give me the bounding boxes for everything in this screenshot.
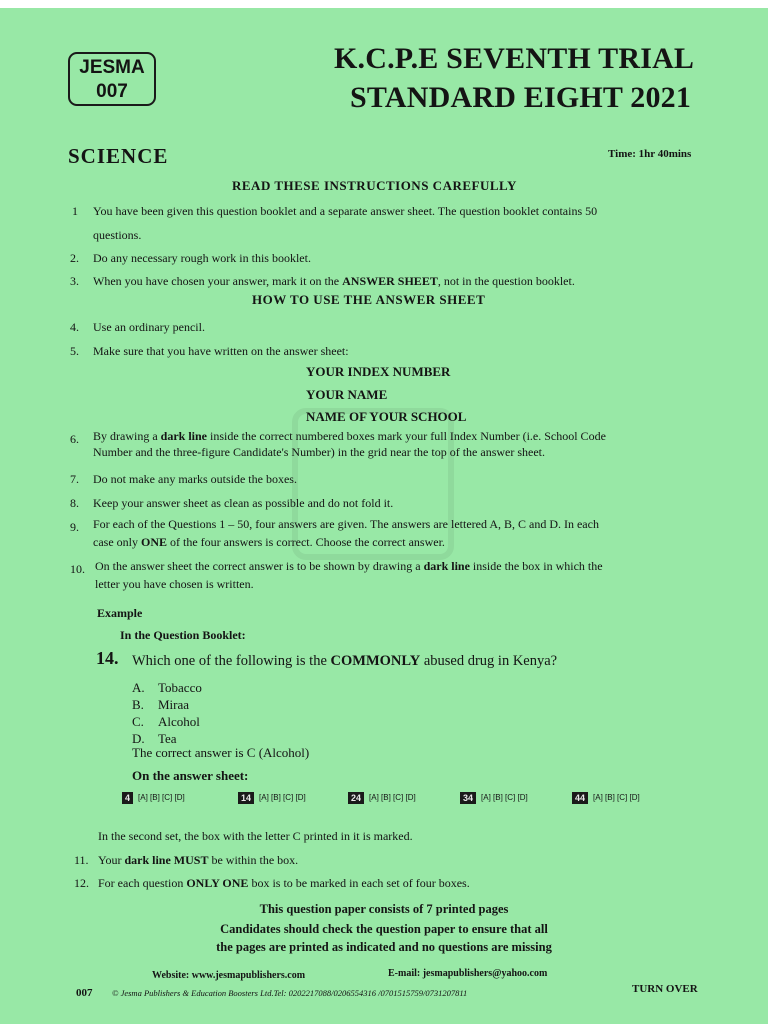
example-label: Example <box>97 606 143 620</box>
field-name: YOUR NAME <box>306 387 388 402</box>
badge-line1: JESMA <box>79 57 145 78</box>
answer-set-14: 14 [A] [B] [C] [D] <box>238 792 306 804</box>
item-1-line2: questions. <box>93 228 142 242</box>
item-6-number: 6. <box>70 432 79 446</box>
field-school: NAME OF YOUR SCHOOL <box>306 409 467 424</box>
item-12-number: 12. <box>74 876 89 890</box>
footer-publisher: © Jesma Publishers & Education Boosters Ltd.Tel: 0202217088/0206554316 /0701515759/0731207811 <box>112 988 468 998</box>
item-4-text: Use an ordinary pencil. <box>93 320 205 334</box>
item-6-line1: By drawing a dark line inside the correct numbered boxes mark your full Index Number (i.e. School Code <box>93 429 606 443</box>
correct-answer-note: The correct answer is C (Alcohol) <box>132 745 310 760</box>
item-5-text: Make sure that you have written on the answer sheet: <box>93 344 349 358</box>
instructions-heading: READ THESE INSTRUCTIONS CAREFULLY <box>232 178 517 193</box>
footer-website: Website: www.jesmapublishers.com <box>152 970 306 981</box>
question-booklet-label: In the Question Booklet: <box>120 628 246 642</box>
answer-sheet-heading: HOW TO USE THE ANSWER SHEET <box>252 292 486 307</box>
printed-pages-note: This question paper consists of 7 printed pages <box>259 902 509 916</box>
answer-set-34: 34 [A] [B] [C] [D] <box>460 792 528 804</box>
item-7-text: Do not make any marks outside the boxes. <box>93 472 297 486</box>
option-d: D. Tea <box>132 731 177 746</box>
item-8-number: 8. <box>70 496 79 510</box>
item-10-line2: letter you have chosen is written. <box>95 577 254 591</box>
badge-line2: 007 <box>96 81 128 102</box>
item-1-number: 1 <box>72 204 78 218</box>
item-10-line1: On the answer sheet the correct answer is to be shown by drawing a dark line inside the box in which the <box>95 559 603 573</box>
item-8-text: Keep your answer sheet as clean as possible and do not fold it. <box>93 496 394 510</box>
item-1-line1: You have been given this question booklet and a separate answer sheet. The question booklet contains 50 <box>93 204 598 218</box>
item-2-text: Do any necessary rough work in this booklet. <box>93 251 311 265</box>
item-10-number: 10. <box>70 562 85 576</box>
question-14-number: 14. <box>96 648 119 668</box>
item-5-number: 5. <box>70 344 79 358</box>
turn-over-label: TURN OVER <box>632 983 698 995</box>
subject-title: SCIENCE <box>68 144 169 168</box>
question-14-text: Which one of the following is the COMMONLY abused drug in Kenya? <box>132 653 558 669</box>
answer-set-24: 24 [A] [B] [C] [D] <box>348 792 416 804</box>
item-11-text: Your dark line MUST be within the box. <box>98 853 299 867</box>
option-a: A. Tobacco <box>132 680 202 695</box>
item-11-number: 11. <box>74 853 89 867</box>
item-9-number: 9. <box>70 520 79 534</box>
option-b: B. Miraa <box>132 697 190 712</box>
item-2-number: 2. <box>70 251 79 265</box>
item-3-number: 3. <box>70 274 79 288</box>
item-4-number: 4. <box>70 320 79 334</box>
jesma-badge <box>68 52 156 106</box>
exam-title-line2: STANDARD EIGHT 2021 <box>350 81 692 114</box>
item-12-text: For each question ONLY ONE box is to be marked in each set of four boxes. <box>98 876 470 890</box>
answer-set-4: 4 [A] [B] [C] [D] <box>122 792 185 804</box>
time-allowed: Time: 1hr 40mins <box>608 148 692 160</box>
check-note-line1: Candidates should check the question paper to ensure that all <box>220 922 548 936</box>
item-7-number: 7. <box>70 472 79 486</box>
item-9-line1: For each of the Questions 1 – 50, four answers are given. The answers are lettered A, B, C and D. In each <box>93 517 599 531</box>
option-c: C. Alcohol <box>132 714 200 729</box>
item-6-line2: Number and the three-figure Candidate's Number) in the grid near the top of the answer sheet. <box>93 445 546 459</box>
check-note-line2: the pages are printed as indicated and no questions are missing <box>216 940 552 954</box>
second-set-note: In the second set, the box with the letter C printed in it is marked. <box>98 829 413 843</box>
exam-title-line1: K.C.P.E SEVENTH TRIAL <box>334 42 695 75</box>
exam-page <box>0 8 768 1024</box>
footer-code: 007 <box>76 987 93 999</box>
field-index-number: YOUR INDEX NUMBER <box>306 364 451 379</box>
item-9-line2: case only ONE of the four answers is correct. Choose the correct answer. <box>93 535 445 549</box>
answer-set-44: 44 [A] [B] [C] [D] <box>572 792 640 804</box>
answer-sheet-label: On the answer sheet: <box>132 768 249 783</box>
footer-email: E-mail: jesmapublishers@yahoo.com <box>388 968 548 979</box>
item-3-text: When you have chosen your answer, mark it on the ANSWER SHEET, not in the question booklet. <box>93 274 575 288</box>
